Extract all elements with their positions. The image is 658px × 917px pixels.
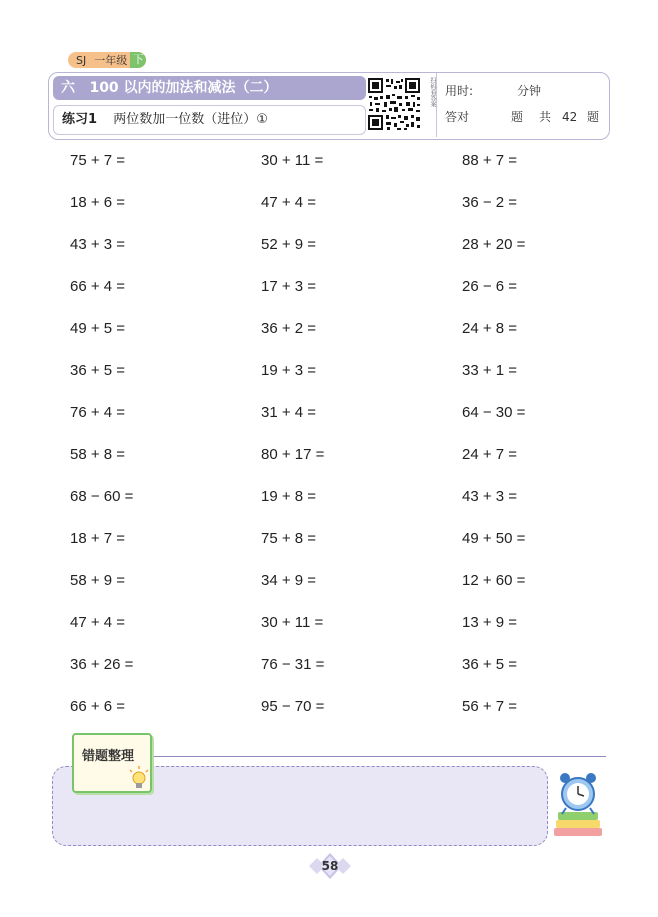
alarm-clock-icon <box>552 770 608 838</box>
correct-row <box>445 107 609 127</box>
score-panel <box>436 73 609 137</box>
chapter-topic: 100 以内的加法和减法（二） <box>89 80 278 96</box>
problem-7-2[interactable]: 31 + 4 = <box>261 404 317 421</box>
problem-6-1[interactable]: 36 + 5 = <box>70 362 126 379</box>
problem-5-3[interactable]: 24 + 8 = <box>462 320 518 337</box>
problem-2-2[interactable]: 47 + 4 = <box>261 194 317 211</box>
problem-4-3[interactable]: 26 − 6 = <box>462 278 518 295</box>
problem-8-1[interactable]: 58 + 8 = <box>70 446 126 463</box>
qr-caption: 扫码看答案 <box>429 77 436 107</box>
grade-level: 一年级 <box>94 54 128 67</box>
total-unit: 题 <box>587 110 600 124</box>
problem-11-3[interactable]: 12 + 60 = <box>462 572 526 589</box>
grade-tag <box>68 52 146 68</box>
problem-14-1[interactable]: 66 + 6 = <box>70 698 126 715</box>
problem-5-2[interactable]: 36 + 2 = <box>261 320 317 337</box>
problem-7-3[interactable]: 64 − 30 = <box>462 404 526 421</box>
problem-3-1[interactable]: 43 + 3 = <box>70 236 126 253</box>
problem-1-2[interactable]: 30 + 11 = <box>261 152 324 169</box>
exercise-title: 两位数加一位数（进位）① <box>113 112 268 127</box>
problem-13-2[interactable]: 76 − 31 = <box>261 656 325 673</box>
exercise-subtitle <box>53 105 366 135</box>
problem-4-2[interactable]: 17 + 3 = <box>261 278 317 295</box>
problem-12-3[interactable]: 13 + 9 = <box>462 614 518 631</box>
errata-label: 错题整理 <box>82 749 135 764</box>
problem-1-1[interactable]: 75 + 7 = <box>70 152 126 169</box>
errata-divider <box>150 756 606 757</box>
total-label: 共 <box>539 110 552 124</box>
problem-13-3[interactable]: 36 + 5 = <box>462 656 518 673</box>
problem-3-2[interactable]: 52 + 9 = <box>261 236 317 253</box>
problem-10-1[interactable]: 18 + 7 = <box>70 530 126 547</box>
problem-11-2[interactable]: 34 + 9 = <box>261 572 317 589</box>
page-number-badge <box>305 852 355 880</box>
total-count: 42 <box>562 110 578 124</box>
page-number: 58 <box>321 859 339 873</box>
exercise-label: 练习1 <box>62 112 98 127</box>
qr-code-icon[interactable] <box>367 77 421 131</box>
problem-2-1[interactable]: 18 + 6 = <box>70 194 126 211</box>
problem-10-2[interactable]: 75 + 8 = <box>261 530 317 547</box>
time-label: 用时: <box>445 84 474 98</box>
problem-6-2[interactable]: 19 + 3 = <box>261 362 317 379</box>
time-row <box>445 81 609 101</box>
problem-7-1[interactable]: 76 + 4 = <box>70 404 126 421</box>
problem-3-3[interactable]: 28 + 20 = <box>462 236 526 253</box>
problem-8-3[interactable]: 24 + 7 = <box>462 446 518 463</box>
correct-label: 答对 <box>445 110 470 124</box>
grade-term: 下 <box>130 52 146 68</box>
problem-2-3[interactable]: 36 − 2 = <box>462 194 518 211</box>
chapter-number: 六 <box>61 80 75 96</box>
problem-6-3[interactable]: 33 + 1 = <box>462 362 518 379</box>
problem-9-2[interactable]: 19 + 8 = <box>261 488 317 505</box>
problem-13-1[interactable]: 36 + 26 = <box>70 656 134 673</box>
problem-11-1[interactable]: 58 + 9 = <box>70 572 126 589</box>
problem-5-1[interactable]: 49 + 5 = <box>70 320 126 337</box>
problem-10-3[interactable]: 49 + 50 = <box>462 530 526 547</box>
problem-14-3[interactable]: 56 + 7 = <box>462 698 518 715</box>
problem-9-3[interactable]: 43 + 3 = <box>462 488 518 505</box>
header-panel <box>48 72 610 140</box>
problem-12-2[interactable]: 30 + 11 = <box>261 614 324 631</box>
problem-4-1[interactable]: 66 + 4 = <box>70 278 126 295</box>
grade-prefix: SJ <box>76 53 87 67</box>
problem-12-1[interactable]: 47 + 4 = <box>70 614 126 631</box>
problem-14-2[interactable]: 95 − 70 = <box>261 698 325 715</box>
chapter-title-band <box>53 76 366 100</box>
problem-8-2[interactable]: 80 + 17 = <box>261 446 325 463</box>
correct-unit: 题 <box>511 110 524 124</box>
problem-9-1[interactable]: 68 − 60 = <box>70 488 134 505</box>
time-unit: 分钟 <box>517 84 542 98</box>
problem-1-3[interactable]: 88 + 7 = <box>462 152 518 169</box>
lightbulb-icon <box>128 766 150 792</box>
